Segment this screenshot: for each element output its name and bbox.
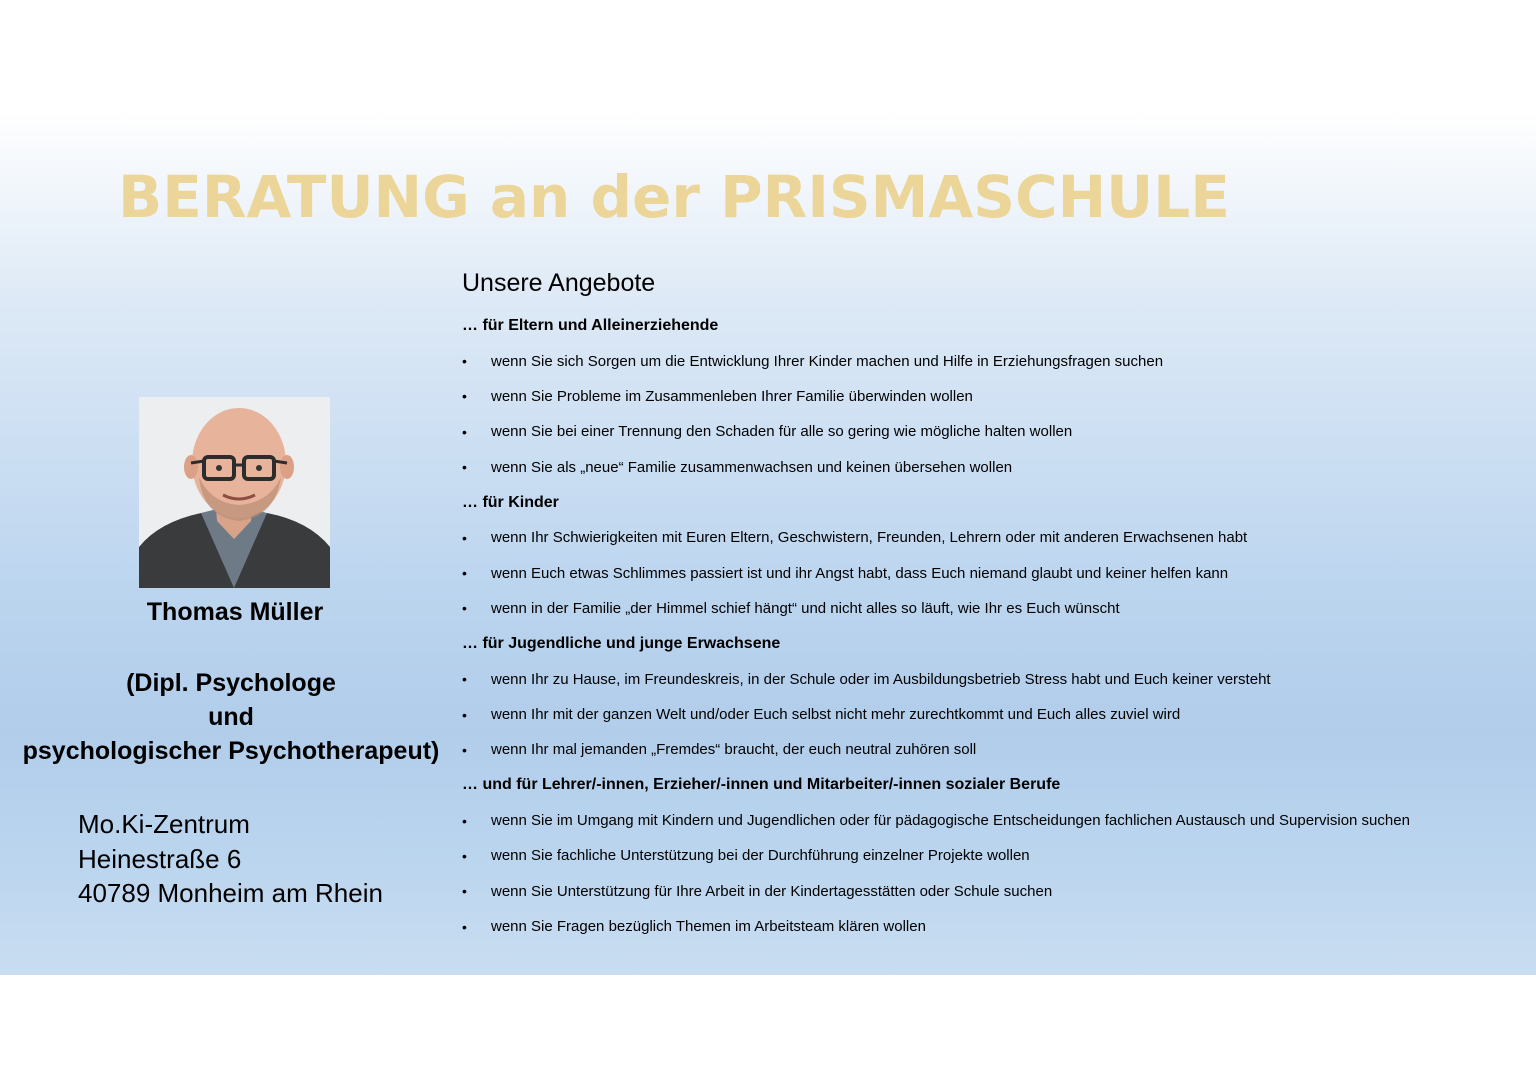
list-item: • wenn Sie bei einer Trennung den Schaden für alle so gering wie mögliche halten wollen xyxy=(462,423,1073,441)
list-item: • wenn in der Familie „der Himmel schief hängt“ und nicht alles so läuft, wie Ihr es Euch wünscht xyxy=(462,599,1120,617)
bullet-icon: • xyxy=(462,883,467,900)
group-heading-youth: … für Jugendliche und junge Erwachsene xyxy=(462,635,781,653)
list-item: • wenn Ihr Schwierigkeiten mit Euren Eltern, Geschwistern, Freunden, Lehrern oder mit anderen Erwachsenen habt xyxy=(462,529,1248,547)
address-block xyxy=(78,807,383,911)
page-title: BERATUNG an der PRISMASCHULE xyxy=(118,163,1230,231)
address-line: Mo.Ki-Zentrum xyxy=(78,809,250,839)
offers-section xyxy=(462,266,1522,944)
list-item: • wenn Sie fachliche Unterstützung bei der Durchführung einzelner Projekte wollen xyxy=(462,847,1030,865)
portrait-icon xyxy=(139,397,330,588)
bullet-icon: • xyxy=(462,353,467,370)
bullet-icon: • xyxy=(462,423,467,440)
group-heading-children: … für Kinder xyxy=(462,493,559,511)
bullet-icon: • xyxy=(462,741,467,758)
portrait-photo xyxy=(139,397,330,588)
qualification-line: psychologischer Psychotherapeut) xyxy=(22,737,440,765)
list-item: • wenn Sie als „neue“ Familie zusammenwachsen und keinen übersehen wollen xyxy=(462,458,1013,476)
list-item: • wenn Ihr mal jemanden „Fremdes“ braucht, der euch neutral zuhören soll xyxy=(462,741,977,759)
group-heading-professionals: … und für Lehrer/-innen, Erzieher/-innen und Mitarbeiter/-innen sozialer Berufe xyxy=(462,776,1061,794)
address-line: Heinestraße 6 xyxy=(78,843,242,874)
bullet-icon: • xyxy=(462,388,467,405)
bullet-icon: • xyxy=(462,529,467,546)
list-item: • wenn Sie Fragen bezüglich Themen im Arbeitsteam klären wollen xyxy=(462,918,926,935)
list-item: • wenn Sie Probleme im Zusammenleben Ihrer Familie überwinden wollen xyxy=(462,387,973,405)
bullet-icon: • xyxy=(462,812,467,829)
person-name: Thomas Müller xyxy=(146,598,324,626)
list-item: • wenn Sie Unterstützung für Ihre Arbeit in der Kindertagesstätten oder Schule suchen xyxy=(462,882,1053,900)
qualification-line: (Dipl. Psychologe xyxy=(126,669,336,697)
group-heading-parents: … für Eltern und Alleinerziehende xyxy=(462,317,719,334)
address-line: 40789 Monheim am Rhein xyxy=(78,878,383,908)
list-item: • wenn Ihr mit der ganzen Welt und/oder Euch selbst nicht mehr zurechtkommt und Euch alles zuviel wird xyxy=(462,706,1181,724)
bullet-icon: • xyxy=(462,918,467,935)
list-item: • wenn Euch etwas Schlimmes passiert ist und ihr Angst habt, dass Euch niemand glaubt und keiner helfen kann xyxy=(462,564,1229,582)
bullet-icon: • xyxy=(462,459,467,476)
bullet-icon: • xyxy=(462,600,467,617)
bullet-icon: • xyxy=(462,847,467,864)
bullet-icon: • xyxy=(462,565,467,582)
offers-heading: Unsere Angebote xyxy=(462,269,656,297)
list-item: • wenn Ihr zu Hause, im Freundeskreis, in der Schule oder im Ausbildungsbetrieb Stress habt und Euch keiner versteht xyxy=(462,670,1271,688)
list-item: • wenn Sie sich Sorgen um die Entwicklung Ihrer Kinder machen und Hilfe in Erziehungsfragen suchen xyxy=(462,352,1164,370)
qualification-line: und xyxy=(208,703,254,731)
bullet-icon: • xyxy=(462,706,467,723)
list-item: • wenn Sie im Umgang mit Kindern und Jugendlichen oder für pädagogische Entscheidungen fachlichen Austausch und Supervision suchen xyxy=(462,812,1410,830)
bullet-icon: • xyxy=(462,671,467,688)
person-qualification xyxy=(20,666,442,768)
